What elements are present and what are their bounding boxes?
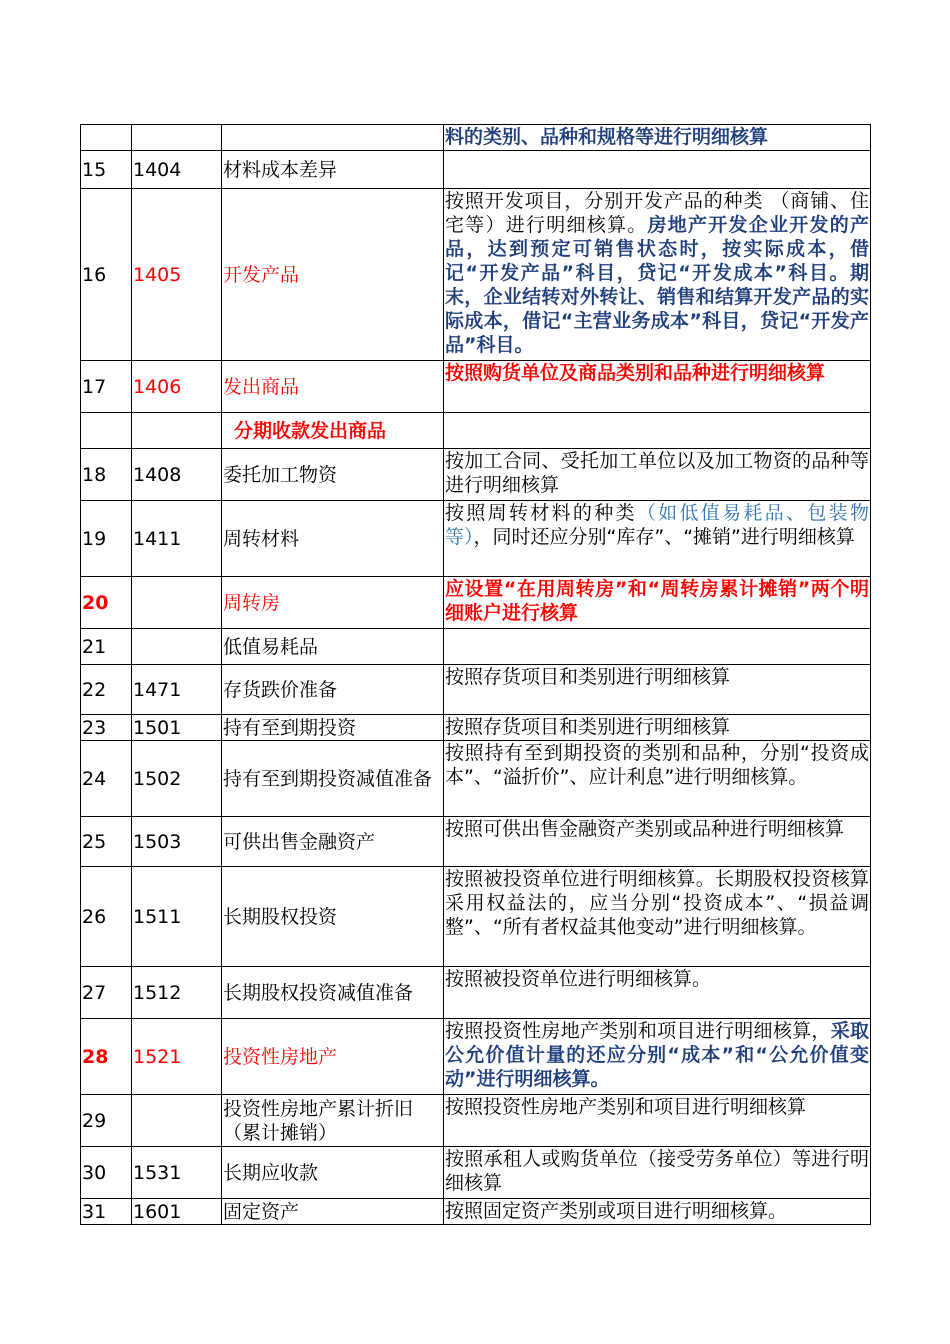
account-name: 持有至到期投资减值准备	[222, 741, 444, 817]
account-code	[132, 413, 222, 449]
table-row	[81, 1019, 871, 1095]
account-name: 周转材料	[222, 501, 444, 577]
row-number	[81, 413, 132, 449]
account-note: 按照承租人或购货单位（接受劳务单位）等进行明细核算	[444, 1147, 871, 1199]
account-note	[444, 413, 871, 449]
account-name: 委托加工物资	[222, 449, 444, 501]
account-note: 按照存货项目和类别进行明细核算	[444, 715, 871, 741]
account-note: 应设置“在用周转房”和“周转房累计摊销”两个明细账户进行核算	[444, 577, 871, 629]
note-text: 按照周转材料的种类	[445, 502, 637, 524]
account-note: 按照购货单位及商品类别和品种进行明细核算	[444, 361, 871, 413]
account-code: 1512	[132, 967, 222, 1019]
table-row	[81, 1199, 871, 1225]
account-code: 1502	[132, 741, 222, 817]
account-note: 按照被投资单位进行明细核算。长期股权投资核算采用权益法的，应当分别“投资成本”、“损益调整”、“所有者权益其他变动”进行明细核算。	[444, 867, 871, 967]
row-number: 24	[81, 741, 132, 817]
row-number: 31	[81, 1199, 132, 1225]
table-row	[81, 449, 871, 501]
account-note: 按照可供出售金融资产类别或品种进行明细核算	[444, 817, 871, 867]
table-row	[81, 817, 871, 867]
account-code: 1411	[132, 501, 222, 577]
table-row	[81, 1147, 871, 1199]
row-number: 16	[81, 189, 132, 361]
account-name: 开发产品	[222, 189, 444, 361]
account-code: 1601	[132, 1199, 222, 1225]
table-row	[81, 151, 871, 189]
row-number: 26	[81, 867, 132, 967]
note-text-highlight: 采取公允价值计量的还应分别“成本”和“公允价值变动”进行明细核算。	[445, 1020, 869, 1090]
account-name: 周转房	[222, 577, 444, 629]
account-name: 持有至到期投资	[222, 715, 444, 741]
account-code: 1406	[132, 361, 222, 413]
account-note: 按照投资性房地产类别和项目进行明细核算	[444, 1095, 871, 1147]
row-number: 17	[81, 361, 132, 413]
account-note	[444, 1019, 871, 1095]
account-name: 投资性房地产累计折旧（累计摊销）	[222, 1095, 444, 1147]
account-code	[132, 125, 222, 151]
row-number: 18	[81, 449, 132, 501]
account-note: 按加工合同、受托加工单位以及加工物资的品种等进行明细核算	[444, 449, 871, 501]
account-code	[132, 629, 222, 665]
row-number: 29	[81, 1095, 132, 1147]
table-row	[81, 501, 871, 577]
account-note: 按照存货项目和类别进行明细核算	[444, 665, 871, 715]
account-code: 1511	[132, 867, 222, 967]
account-code	[132, 1095, 222, 1147]
account-code: 1404	[132, 151, 222, 189]
row-number: 20	[81, 577, 132, 629]
account-name	[222, 125, 444, 151]
table-row	[81, 361, 871, 413]
account-code: 1501	[132, 715, 222, 741]
note-text: ，同时还应分别“库存”、“摊销”进行明细核算	[473, 526, 855, 548]
account-name: 存货跌价准备	[222, 665, 444, 715]
table-row	[81, 741, 871, 817]
table-row	[81, 125, 871, 151]
row-number: 23	[81, 715, 132, 741]
table-row	[81, 715, 871, 741]
table-row	[81, 967, 871, 1019]
row-number: 30	[81, 1147, 132, 1199]
table-row	[81, 189, 871, 361]
account-note	[444, 501, 871, 577]
account-note	[444, 189, 871, 361]
account-code: 1405	[132, 189, 222, 361]
row-number: 28	[81, 1019, 132, 1095]
account-name: 材料成本差异	[222, 151, 444, 189]
row-number: 19	[81, 501, 132, 577]
table-row	[81, 665, 871, 715]
table-row	[81, 413, 871, 449]
account-code: 1531	[132, 1147, 222, 1199]
note-text-highlight: 房地产开发企业开发的产品，达到预定可销售状态时，按实际成本，借记“开发产品”科目，贷记“开发成本”科目。期末，企业结转对外转让、销售和结算开发产品的实际成本，借记“主营业务成本”科目，贷记“开发产品”科目。	[445, 214, 869, 356]
account-code: 1408	[132, 449, 222, 501]
account-note	[444, 151, 871, 189]
note-text: 按照开发项目，分别开发产品的种类 （商铺、住宅等）进行明细核算。	[445, 190, 869, 236]
account-code	[132, 577, 222, 629]
account-name: 发出商品	[222, 361, 444, 413]
account-name: 分期收款发出商品	[222, 413, 444, 449]
account-note: 按照持有至到期投资的类别和品种，分别“投资成本”、“溢折价”、应计利息”进行明细核算。	[444, 741, 871, 817]
account-code: 1521	[132, 1019, 222, 1095]
account-name: 长期股权投资	[222, 867, 444, 967]
table-row	[81, 577, 871, 629]
table-row	[81, 629, 871, 665]
row-number: 21	[81, 629, 132, 665]
account-note	[444, 629, 871, 665]
account-code: 1471	[132, 665, 222, 715]
account-name: 可供出售金融资产	[222, 817, 444, 867]
note-text-highlight: （如低值易耗品、包装物等）	[445, 502, 869, 548]
account-name: 固定资产	[222, 1199, 444, 1225]
account-name: 长期股权投资减值准备	[222, 967, 444, 1019]
row-number: 22	[81, 665, 132, 715]
row-number: 15	[81, 151, 132, 189]
account-note: 按照固定资产类别或项目进行明细核算。	[444, 1199, 871, 1225]
account-note: 料的类别、品种和规格等进行明细核算	[444, 125, 871, 151]
table-row	[81, 867, 871, 967]
row-number: 27	[81, 967, 132, 1019]
row-number: 25	[81, 817, 132, 867]
account-note: 按照被投资单位进行明细核算。	[444, 967, 871, 1019]
account-name: 低值易耗品	[222, 629, 444, 665]
account-name: 长期应收款	[222, 1147, 444, 1199]
account-table	[80, 124, 871, 1225]
account-name: 投资性房地产	[222, 1019, 444, 1095]
row-number	[81, 125, 132, 151]
table-row	[81, 1095, 871, 1147]
note-text: 按照投资性房地产类别和项目进行明细核算，	[445, 1020, 831, 1042]
account-code: 1503	[132, 817, 222, 867]
